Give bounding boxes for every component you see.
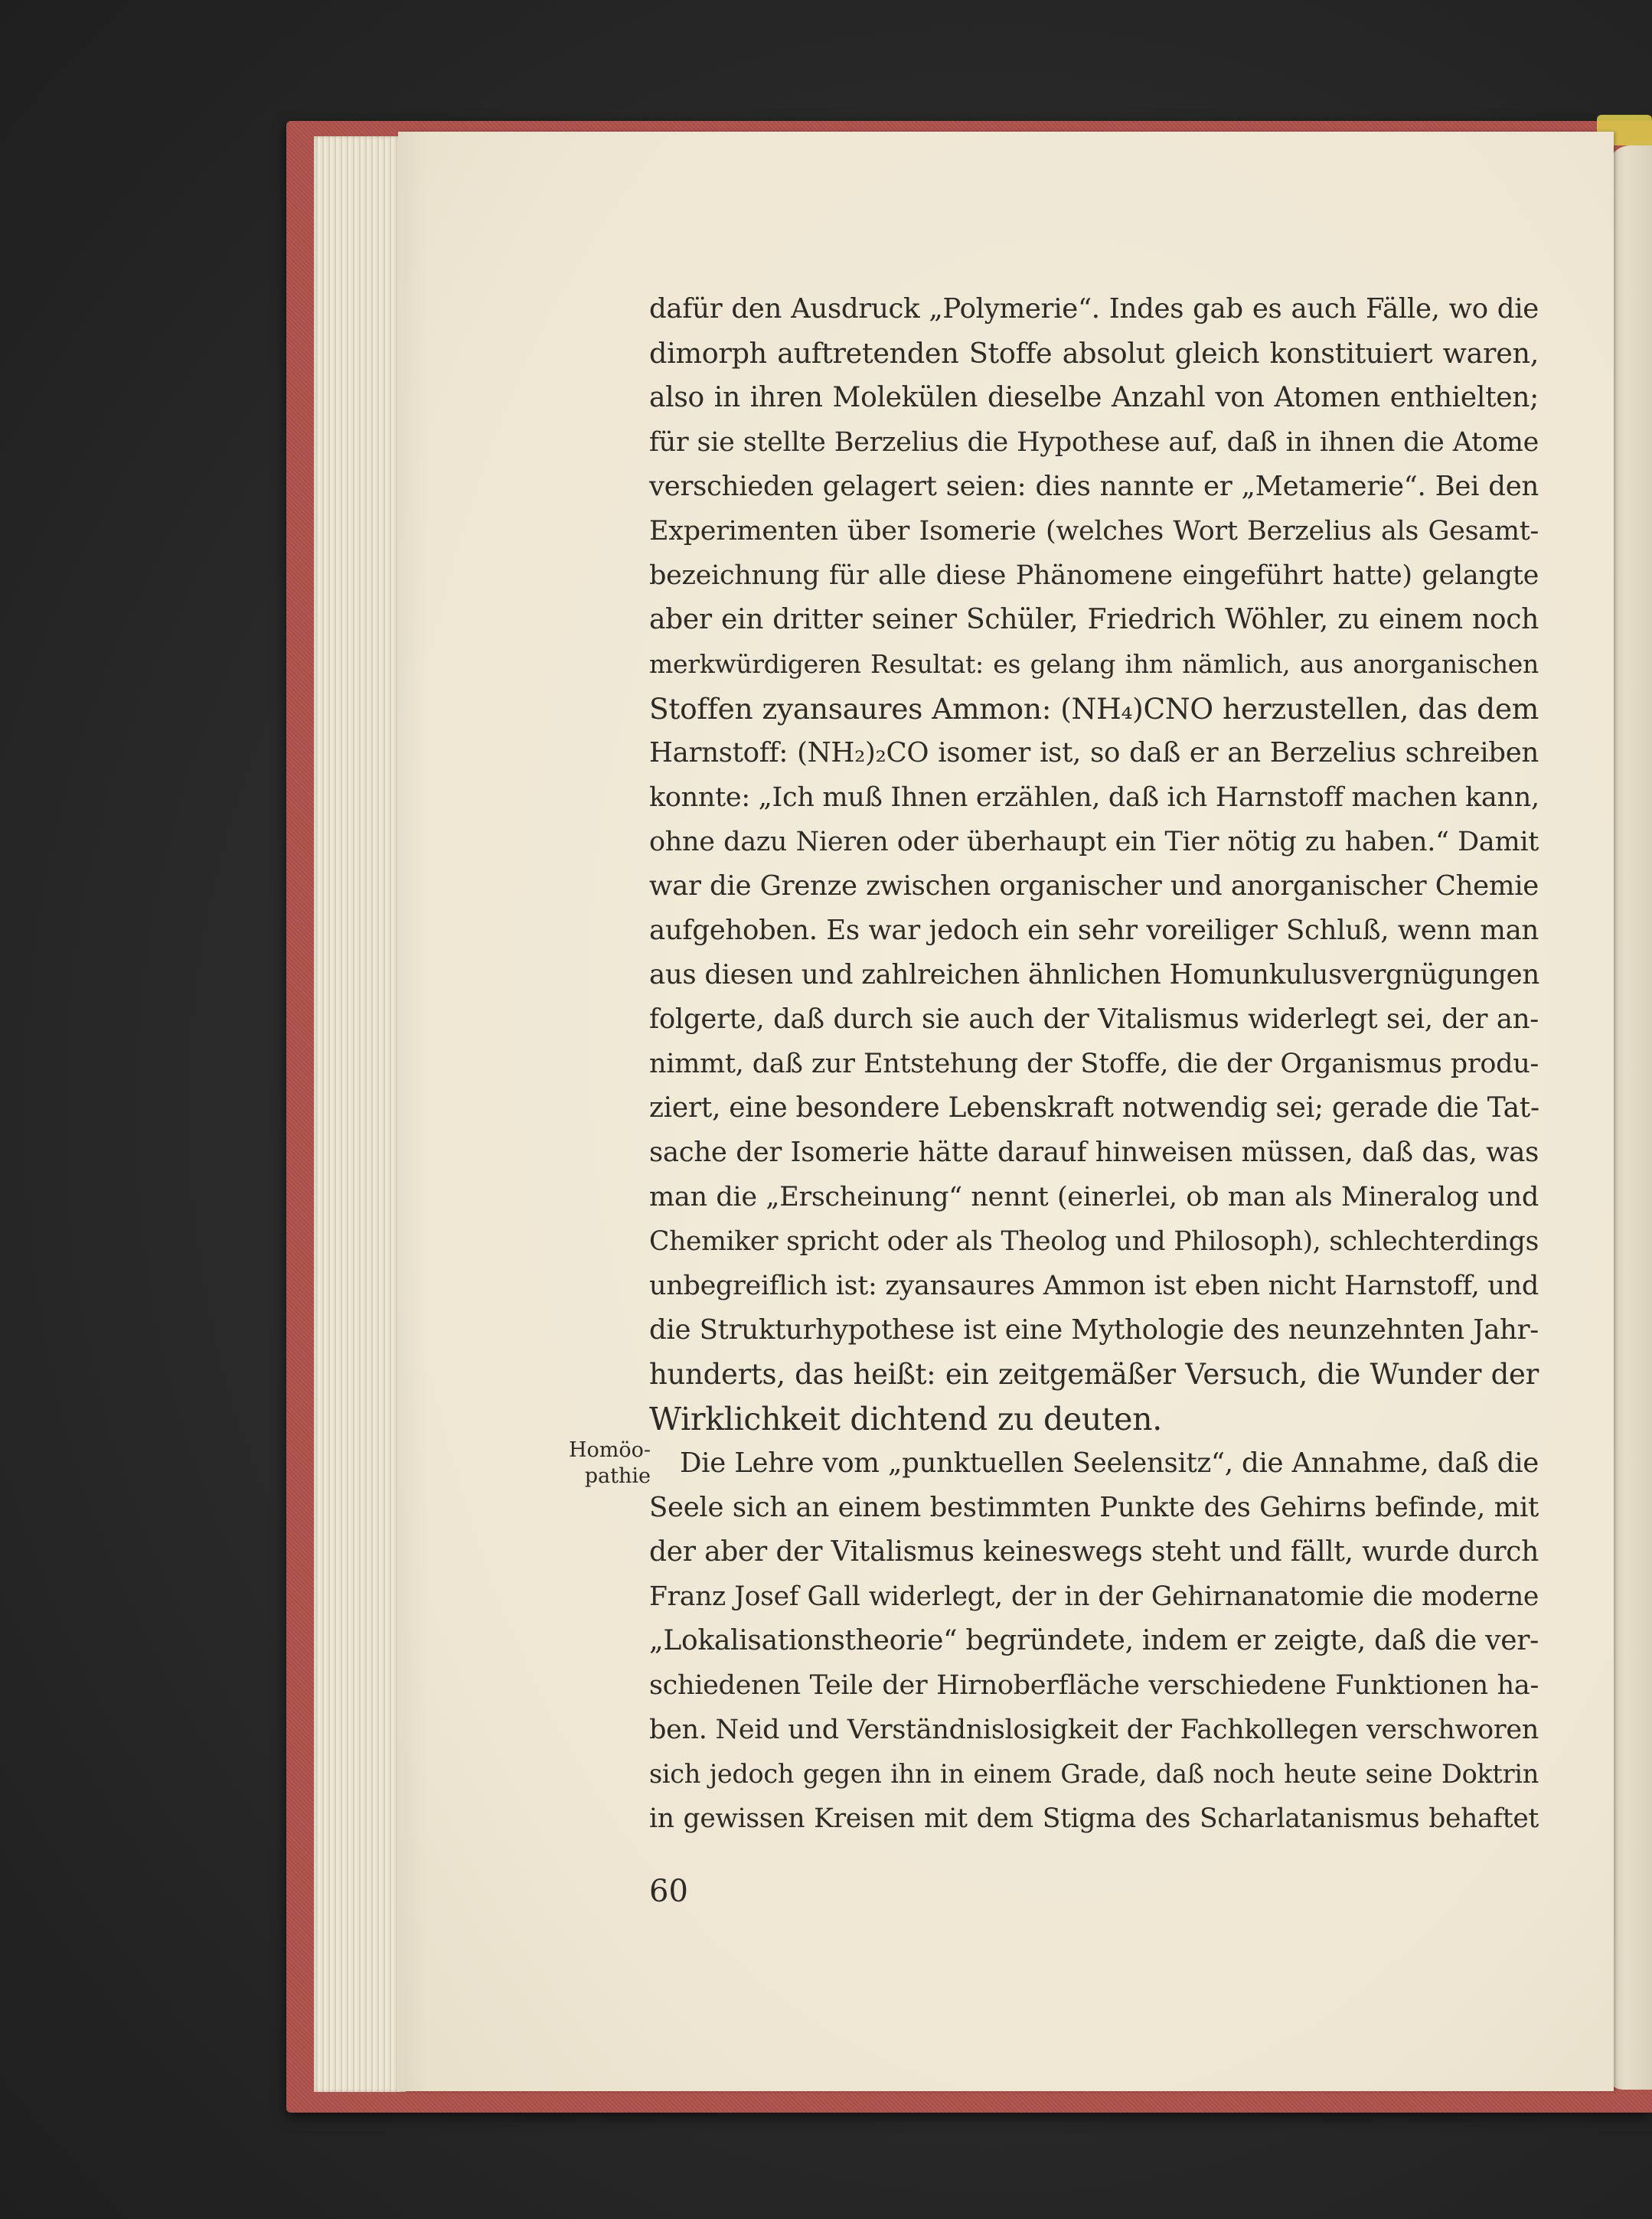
text-line: in gewissen Kreisen mit dem Stigma des Scharlatanismus behaftet <box>649 1803 1539 1834</box>
page-edges <box>314 136 406 2092</box>
text-line: „Lokalisationstheorie“ begründete, indem er zeigte, daß die ver- <box>649 1625 1539 1656</box>
text-line: also in ihren Molekülen dieselbe Anzahl von Atomen enthielten; <box>649 382 1539 413</box>
text-line: man die „Erscheinung“ nennt (einerlei, ob man als Mineralog und <box>649 1182 1539 1212</box>
text-line: der aber der Vitalismus keineswegs steht und fällt, wurde durch <box>649 1536 1539 1568</box>
text-line: dafür den Ausdruck „Polymerie“. Indes gab es auch Fälle, wo die <box>649 293 1539 325</box>
text-line: Franz Josef Gall widerlegt, der in der Gehirnanatomie die moderne <box>649 1581 1539 1612</box>
margin-note-line: pathie <box>584 1464 651 1488</box>
text-line: ohne dazu Nieren oder überhaupt ein Tier nötig zu haben.“ Damit <box>649 827 1539 857</box>
text-line: unbegreiflich ist: zyansaures Ammon ist eben nicht Harnstoff, und <box>649 1271 1539 1301</box>
text-line: folgerte, daß durch sie auch der Vitalismus widerlegt sei, der an- <box>649 1003 1539 1035</box>
margin-note <box>559 1437 651 1490</box>
text-line: sache der Isomerie hätte darauf hinweisen müssen, daß das, was <box>649 1137 1539 1168</box>
text-line: aus diesen und zahlreichen ähnlichen Homunkulusvergnügungen <box>649 959 1539 990</box>
text-line: sich jedoch gegen ihn in einem Grade, daß noch heute seine Doktrin <box>649 1759 1539 1789</box>
text-line: Die Lehre vom „punktuellen Seelensitz“, die Annahme, daß die <box>680 1447 1539 1479</box>
text-line: ben. Neid und Verständnislosigkeit der Fachkollegen verschworen <box>649 1715 1539 1745</box>
text-line: Stoffen zyansaures Ammon: (NH₄)CNO herzustellen, das dem <box>649 692 1539 726</box>
text-line: Harnstoff: (NH₂)₂CO isomer ist, so daß er an Berzelius schreiben <box>649 737 1539 768</box>
text-line: ziert, eine besondere Lebenskraft notwendig sei; gerade die Tat- <box>649 1092 1539 1124</box>
text-line: war die Grenze zwischen organischer und anorganischer Chemie <box>649 870 1539 902</box>
margin-note-line: Homöo- <box>568 1438 651 1462</box>
text-line: aber ein dritter seiner Schüler, Friedrich Wöhler, zu einem noch <box>649 604 1539 635</box>
text-line: bezeichnung für alle diese Phänomene eingeführt hatte) gelangte <box>649 560 1539 591</box>
text-line: schiedenen Teile der Hirnoberfläche verschiedene Funktionen ha- <box>649 1670 1539 1701</box>
text-line: Chemiker spricht oder als Theolog und Philosoph), schlechterdings <box>649 1226 1539 1257</box>
text-line: nimmt, daß zur Entstehung der Stoffe, die der Organismus produ- <box>649 1049 1539 1079</box>
text-line: hunderts, das heißt: ein zeitgemäßer Versuch, die Wunder der <box>649 1358 1539 1391</box>
text-line: verschieden gelagert seien: dies nannte er „Metamerie“. Bei den <box>649 471 1539 502</box>
text-line: konnte: „Ich muß Ihnen erzählen, daß ich Harnstoff machen kann, <box>649 782 1539 813</box>
text-line: für sie stellte Berzelius die Hypothese auf, daß in ihnen die Atome <box>649 427 1539 458</box>
text-line: die Strukturhypothese ist eine Mythologie des neunzehnten Jahr- <box>649 1314 1539 1346</box>
text-line: Experimenten über Isomerie (welches Wort Berzelius als Gesamt- <box>649 516 1539 547</box>
text-line: aufgehoben. Es war jedoch ein sehr voreiliger Schluß, wenn man <box>649 915 1539 946</box>
text-line: merkwürdigeren Resultat: es gelang ihm nämlich, aus anorganischen <box>649 649 1539 679</box>
text-line: Seele sich an einem bestimmten Punkte des Gehirns befinde, mit <box>649 1492 1539 1523</box>
text-line: Wirklichkeit dichtend zu deuten. <box>649 1401 1162 1437</box>
facing-page-edge <box>1608 145 1652 2090</box>
page-number: 60 <box>649 1874 688 1909</box>
text-line: dimorph auftretenden Stoffe absolut gleich konstituiert waren, <box>649 337 1539 370</box>
